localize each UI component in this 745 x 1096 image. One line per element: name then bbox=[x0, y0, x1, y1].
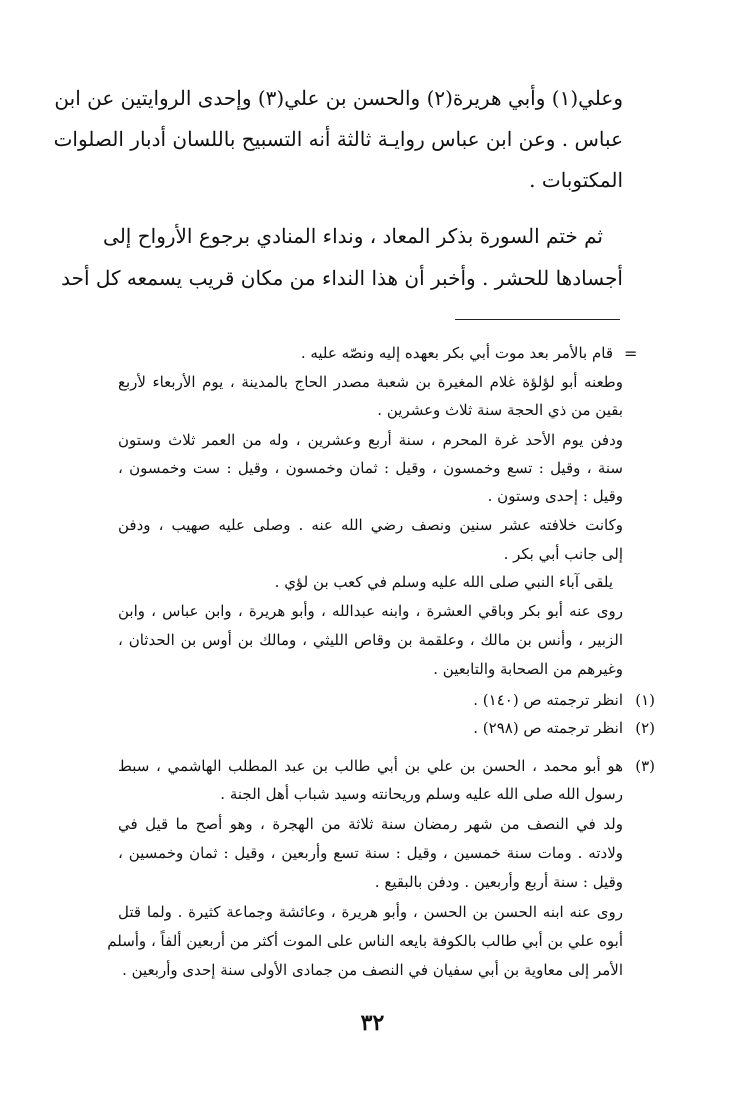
page-number: ٣٢ bbox=[360, 1010, 385, 1036]
footnote-line: أبوه علي بن أبي طالب بالكوفة بايعه الناس على الموت أكثر من أربعين ألفاً ، وأسلم bbox=[107, 932, 623, 950]
main-text-line: المكتوبات . bbox=[529, 168, 623, 192]
footnote-line: سنة ، وقيل : تسع وخمسون ، وقيل : ثمان وخمسون ، وقيل : ست وخمسون ، bbox=[118, 459, 623, 477]
footnote-number: (١) bbox=[635, 691, 655, 709]
footnote-line: الأمر إلى معاوية بن أبي سفيان في النصف من جمادى الأولى سنة إحدى وأربعين . bbox=[122, 961, 623, 979]
footnote-line: رسول الله صلى الله عليه وسلم وريحانته وسيد شباب أهل الجنة . bbox=[220, 785, 623, 803]
footnote-line: انظر ترجمته ص (١٤٠) . bbox=[473, 691, 623, 709]
footnote-line: ودفن يوم الأحد غرة المحرم ، سنة أربع وعشرين ، وله من العمر ثلاث وستون bbox=[118, 431, 623, 449]
footnote-number: (٣) bbox=[635, 757, 655, 775]
footnote-line: الزبير ، وأنس بن مالك ، وعلقمة بن وقاص الليثي ، ومالك بن أوس بن الحدثان ، bbox=[118, 631, 623, 649]
footnote-line: بقين من ذي الحجة سنة ثلاث وعشرين . bbox=[377, 401, 623, 419]
main-text-line: عباس . وعن ابن عباس روايـة ثالثة أنه التسبيح باللسان أدبار الصلوات bbox=[53, 127, 623, 151]
footnote-line: وقيل : إحدى وستون . bbox=[487, 487, 623, 505]
footnote-line: إلى جانب أبي بكر . bbox=[503, 545, 623, 563]
footnote-line: روى عنه أبو بكر وباقي العشرة ، وابنه عبدالله ، وأبو هريرة ، وابن عباس ، وابن bbox=[118, 602, 623, 620]
footnote-number: (٢) bbox=[635, 719, 655, 737]
footnote-line: وطعنه أبو لؤلؤة غلام المغيرة بن شعبة مصدر الحاج بالمدينة ، يوم الأربعاء لأربع bbox=[118, 373, 623, 391]
footnote-line: وقيل : سنة أربع وأربعين . ودفن بالبقيع . bbox=[374, 873, 623, 891]
main-text-line: وعلي(١) وأبي هريرة(٢) والحسن بن علي(٣) وإحدى الروايتين عن ابن bbox=[54, 86, 623, 110]
footnote-separator bbox=[455, 319, 620, 320]
footnote-line: انظر ترجمته ص (٢٩٨) . bbox=[473, 719, 623, 737]
main-text-line: ثم ختم السورة بذكر المعاد ، ونداء المنادي برجوع الأرواح إلى bbox=[103, 224, 603, 248]
footnote-line: وغيرهم من الصحابة والتابعين . bbox=[433, 660, 623, 678]
footnote-line: يلقى آباء النبي صلى الله عليه وسلم في كعب بن لؤي . bbox=[274, 573, 613, 591]
footnote-line: هو أبو محمد ، الحسن بن علي بن أبي طالب بن عبد المطلب الهاشمي ، سبط bbox=[118, 757, 623, 775]
continuation-mark: = bbox=[624, 344, 638, 363]
main-text-line: أجسادها للحشر . وأخبر أن هذا النداء من مكان قريب يسمعه كل أحد bbox=[61, 266, 623, 290]
footnote-line: قام بالأمر بعد موت أبي بكر بعهده إليه ونصّه عليه . bbox=[300, 344, 613, 362]
footnote-line: وكانت خلافته عشر سنين ونصف رضي الله عنه . وصلى عليه صهيب ، ودفن bbox=[118, 516, 623, 534]
footnote-line: ولد في النصف من شهر رمضان سنة ثلاثة من الهجرة ، وهو أصح ما قيل في bbox=[118, 815, 623, 833]
footnote-line: روى عنه ابنه الحسن بن الحسن ، وأبو هريرة ، وعائشة وجماعة كثيرة . ولما قتل bbox=[118, 903, 623, 921]
footnote-line: ولادته . ومات سنة خمسين ، وقيل : سنة تسع وأربعين ، وقيل : ثمان وخمسين ، bbox=[118, 844, 623, 862]
